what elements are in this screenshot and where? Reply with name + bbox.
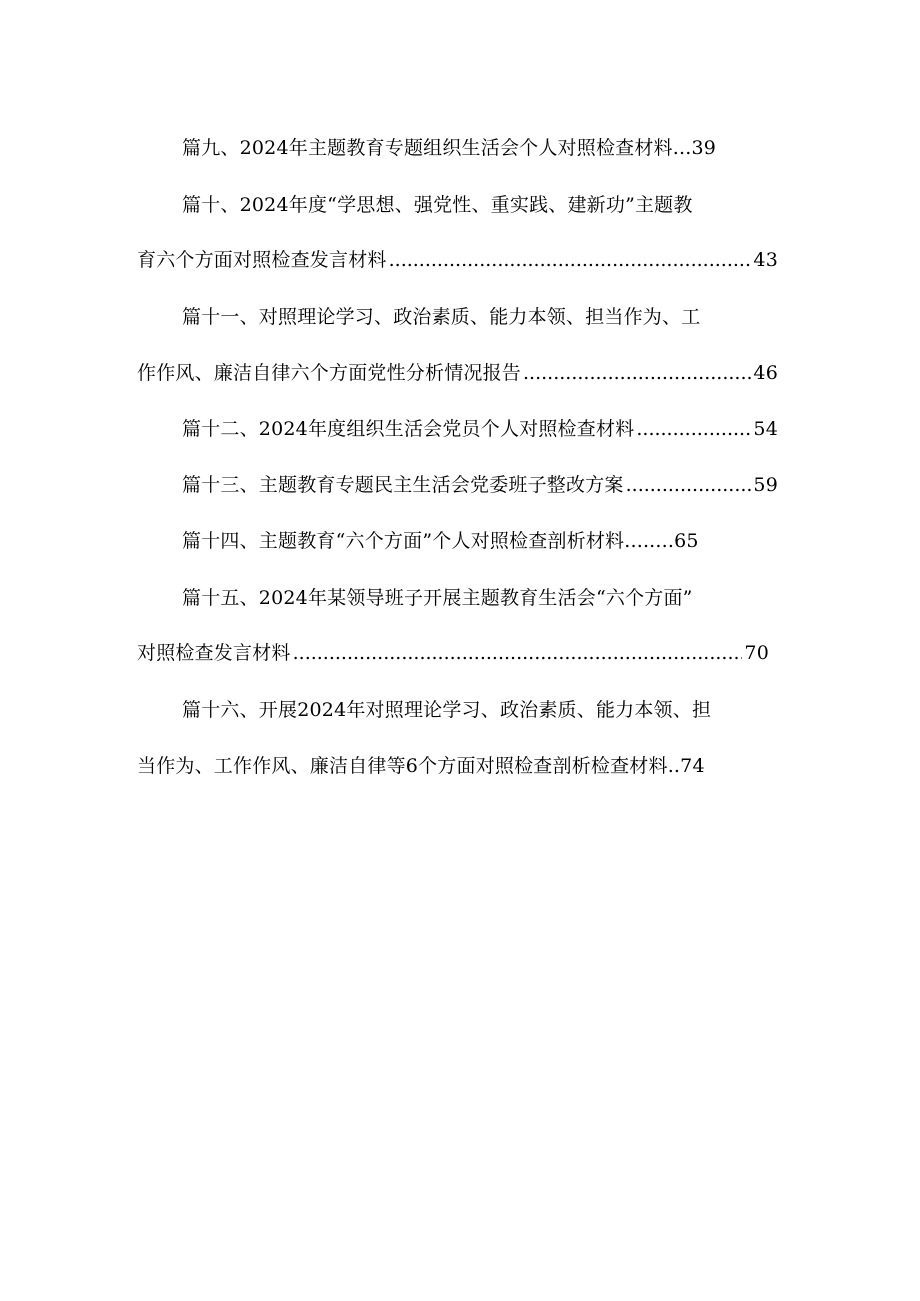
toc-entry-label: 作作风、廉洁自律六个方面党性分析情况报告 (137, 362, 522, 384)
toc-entry-10-line1[interactable] (182, 193, 693, 217)
toc-entry-11-line2[interactable] (137, 361, 778, 385)
toc-entry-text: 篇十五、2024年某领导班子开展主题教育生活会“六个方面” (182, 587, 693, 609)
toc-entry-text: 当作为、工作作风、廉洁自律等6个方面对照检查剖析检查材料..74 (137, 755, 705, 777)
toc-entry-label: 育六个方面对照检查发言材料 (137, 249, 387, 271)
dot-leader (626, 473, 752, 497)
toc-entry-text: 篇十六、开展2024年对照理论学习、政治素质、能力本领、担 (182, 699, 712, 721)
toc-entry-16-line2[interactable] (137, 754, 705, 778)
page-number: 43 (753, 249, 778, 271)
toc-entry-16-line1[interactable] (182, 698, 711, 722)
toc-entry-9[interactable] (182, 136, 716, 160)
toc-entry-11-line1[interactable] (182, 305, 700, 329)
page-number: 59 (753, 474, 778, 496)
toc-entry-label: 对照检查发言材料 (137, 642, 291, 664)
page-number: 54 (753, 418, 778, 440)
toc-entry-12[interactable] (182, 417, 778, 441)
toc-entry-15-line2[interactable] (137, 641, 769, 665)
toc-entry-text: 篇十、2024年度“学思想、强党性、重实践、建新功”主题教 (182, 194, 693, 216)
page-number: 46 (753, 362, 778, 384)
toc-entry-text: 篇十四、主题教育“六个方面”个人对照检查剖析材料........65 (182, 530, 699, 552)
toc-entry-text: 篇九、2024年主题教育专题组织生活会个人对照检查材料...39 (182, 137, 717, 159)
toc-entry-14[interactable] (182, 529, 699, 553)
toc-entry-label: 篇十三、主题教育专题民主生活会党委班子整改方案 (182, 474, 624, 496)
toc-entry-13[interactable] (182, 473, 778, 497)
dot-leader (389, 248, 752, 272)
toc-entry-15-line1[interactable] (182, 586, 693, 610)
page-number: 70 (744, 642, 769, 664)
toc-entry-label: 篇十二、2024年度组织生活会党员个人对照检查材料 (182, 418, 635, 440)
dot-leader (636, 417, 751, 441)
dot-leader (293, 641, 743, 665)
toc-entry-text: 篇十一、对照理论学习、政治素质、能力本领、担当作为、工 (182, 306, 701, 328)
dot-leader (523, 361, 751, 385)
toc-entry-10-line2[interactable] (137, 248, 778, 272)
